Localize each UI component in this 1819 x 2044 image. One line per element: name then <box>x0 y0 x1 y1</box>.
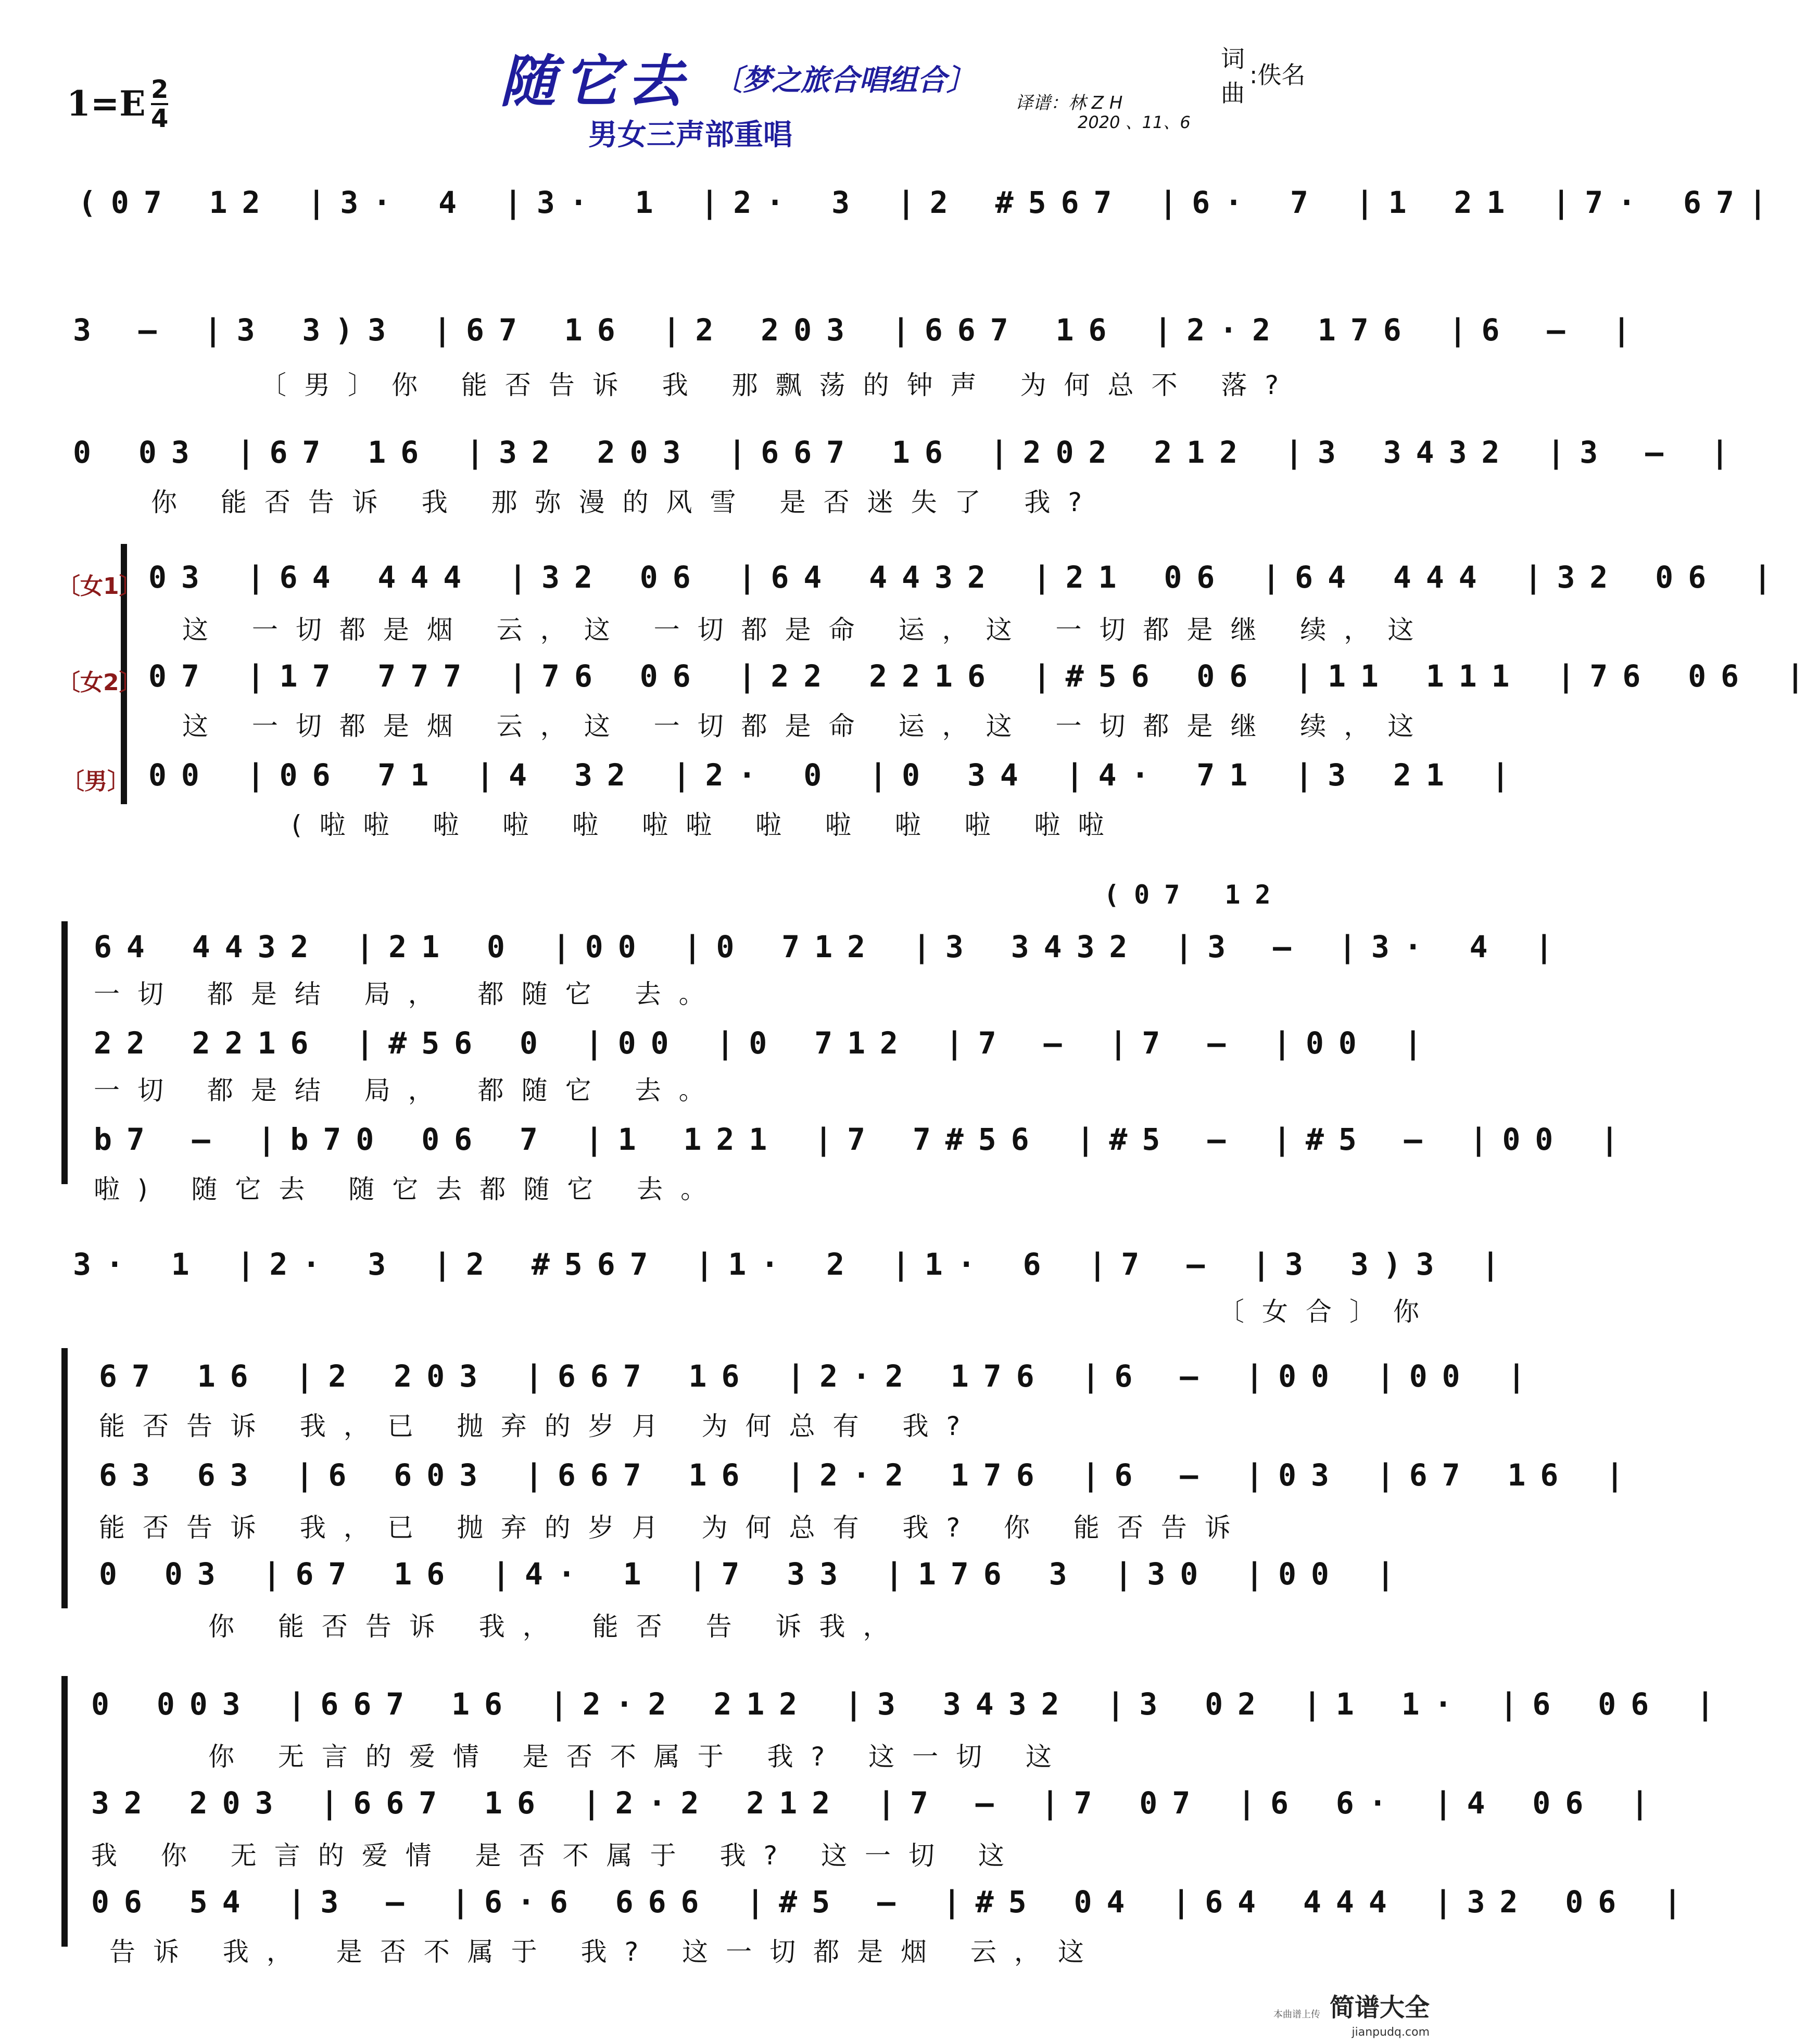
time-signature-bottom: 4 <box>151 104 169 133</box>
trio2-female2-notes: 22 2216 |#56 0 |00 |0 712 |7 – |7 – |00 | <box>94 1025 1437 1061</box>
translator-credit: 译谱：林 Z H <box>1015 93 1123 113</box>
part-label-female2: 〔女2〕 <box>57 669 142 696</box>
system-bracket-2 <box>61 921 68 1184</box>
trio1-female2-notes: 07 |17 777 |76 06 |22 2216 |#56 06 |11 111 |76 06 | <box>148 658 1819 694</box>
system-bracket-4 <box>61 1676 68 1947</box>
interlude-notes: 3· 1 |2· 3 |2 #567 |1· 2 |1· 6 |7 – |3 3)3 | <box>73 1247 1514 1282</box>
trio4-male-lyrics: 告诉 我， 是否不属于 我? 这一切都是烟 云，这 <box>109 1937 1102 1967</box>
site-logo: 简谱大全 <box>1329 1993 1430 2022</box>
intro-pickup-notes: (07 12 <box>1104 880 1285 910</box>
key-signature: 1=E <box>67 83 146 124</box>
upload-note: 本曲谱上传 <box>1273 2009 1320 2020</box>
trio4-male-notes: 06 54 |3 – |6·6 666 |#5 – |#5 04 |64 444 |32 06 | <box>91 1884 1697 1920</box>
lyrics-label: 词 <box>1221 45 1245 73</box>
trio3-female1-notes: 67 16 |2 203 |667 16 |2·2 176 |6 – |00 |00 | <box>99 1359 1540 1394</box>
score-line-2-notes: 3 – |3 3)3 |67 16 |2 203 |667 16 |2·2 176 |6 – | <box>73 312 1646 348</box>
trio3-male-lyrics: 你 能否告诉 我， 能否 告 诉我， <box>208 1611 907 1642</box>
part-label-male: 〔男〕 <box>61 768 130 795</box>
trio1-male-notes: 00 |06 71 |4 32 |2· 0 |0 34 |4· 71 |3 21 | <box>148 757 1524 793</box>
trio1-female1-lyrics: 这 一切都是烟 云，这 一切都是命 运，这 一切都是继 续，这 <box>182 615 1432 645</box>
translation-date: 2020 、11、6 <box>1078 112 1191 132</box>
time-signature-top: 2 <box>151 75 169 104</box>
arrangement-subtitle: 男女三声部重唱 <box>588 118 792 152</box>
trio2-male-notes: b7 – |b70 06 7 |1 121 |7 7#56 |#5 – |#5 – |00 | <box>94 1122 1634 1157</box>
trio2-female1-notes: 64 4432 |21 0 |00 |0 712 |3 3432 |3 – |3· 4 | <box>94 929 1568 964</box>
score-line-2-lyrics: 〔男〕你 能否告诉 我 那飘荡的钟声 为何总不 落? <box>260 370 1297 400</box>
system-bracket-3 <box>61 1348 68 1608</box>
trio4-female2-notes: 32 203 |667 16 |2·2 212 |7 – |7 07 |6 6· |4 06 | <box>91 1785 1664 1821</box>
trio4-female2-lyrics: 我 你 无言的爱情 是否不属于 我? 这一切 这 <box>91 1840 1022 1871</box>
trio3-female1-lyrics: 能否告诉 我，已 抛弃的岁月 为何总有 我? <box>99 1411 978 1441</box>
part-label-female1: 〔女1〕 <box>57 573 142 600</box>
trio2-male-lyrics: 啦) 随它去 随它去都随它 去。 <box>94 1174 725 1204</box>
song-title: 随它去 <box>500 49 691 115</box>
trio3-female2-notes: 63 63 |6 603 |667 16 |2·2 176 |6 – |03 |67 16 | <box>99 1457 1639 1493</box>
credit-value: :佚名 <box>1249 61 1306 89</box>
trio1-male-lyrics: (啦啦 啦 啦 啦 啦啦 啦 啦 啦 啦 啦啦 <box>292 810 1122 840</box>
site-url: jianpudq.com <box>1351 2026 1430 2039</box>
music-label: 曲 <box>1221 79 1245 107</box>
score-line-1-notes: (07 12 |3· 4 |3· 1 |2· 3 |2 #567 |6· 7 |1 21 |7· 67| <box>78 185 1782 220</box>
trio4-female1-notes: 0 003 |667 16 |2·2 212 |3 3432 |3 02 |1 1· |6 06 | <box>91 1686 1729 1722</box>
interlude-lyrics: 〔女合〕你 <box>1218 1297 1437 1327</box>
score-line-3-notes: 0 03 |67 16 |32 203 |667 16 |202 212 |3 3432 |3 – | <box>73 435 1744 470</box>
trio1-female1-notes: 03 |64 444 |32 06 |64 4432 |21 06 |64 444 |32 06 | <box>148 560 1786 595</box>
trio4-female1-lyrics: 你 无言的爱情 是否不属于 我? 这一切 这 <box>208 1742 1070 1772</box>
trio1-female2-lyrics: 这 一切都是烟 云，这 一切都是命 运，这 一切都是继 续，这 <box>182 711 1432 741</box>
performer-group: 〔梦之旅合唱组合〕 <box>713 64 976 97</box>
time-signature <box>151 77 168 131</box>
trio3-female2-lyrics: 能否告诉 我，已 抛弃的岁月 为何总有 我? 你 能否告诉 <box>99 1513 1248 1543</box>
trio3-male-notes: 0 03 |67 16 |4· 1 |7 33 |176 3 |30 |00 | <box>99 1556 1409 1592</box>
credit-labels <box>1221 42 1245 110</box>
trio2-female2-lyrics: 一切 都是结 局， 都随它 去。 <box>94 1075 723 1106</box>
score-line-3-lyrics: 你 能否告诉 我 那弥漫的风雪 是否迷失了 我? <box>151 487 1100 517</box>
trio2-female1-lyrics: 一切 都是结 局， 都随它 去。 <box>94 979 723 1009</box>
